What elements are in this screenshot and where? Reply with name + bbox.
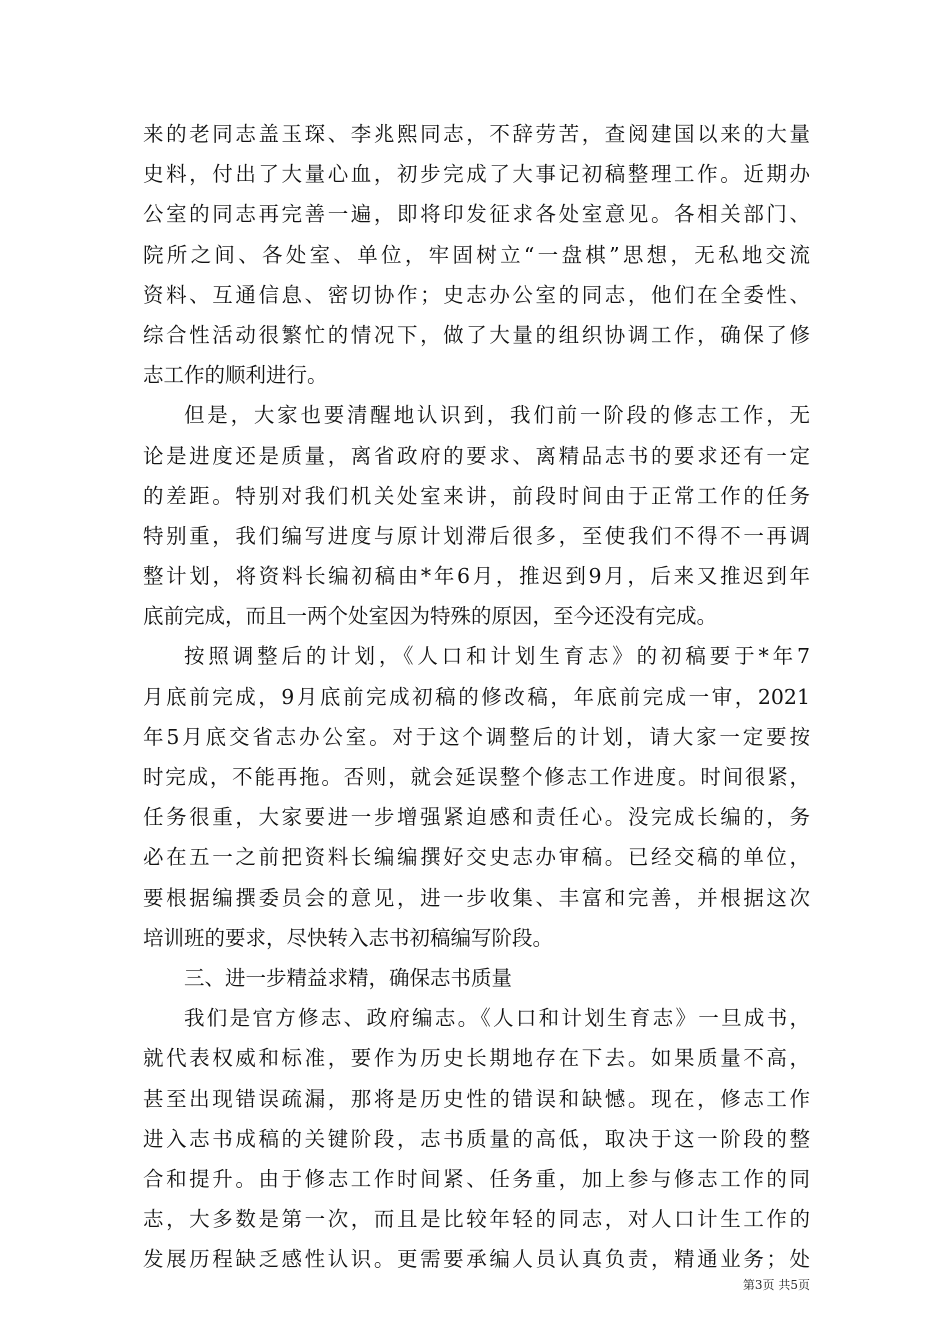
text-line: 我们是官方修志、政府编志。《人口和计划生育志》一旦成书，	[184, 1006, 810, 1031]
text-line: 来的老同志盖玉琛、李兆熙同志，不辞劳苦，查阅建国以来的大量	[143, 122, 810, 146]
text-line: 整计划，将资料长编初稿由*年6月，推迟到9月，后来又推迟到年	[143, 564, 810, 589]
text-line: 要根据编撰委员会的意见，进一步收集、丰富和完善，并根据这次	[143, 885, 810, 910]
text-line: 必在五一之前把资料长编编撰好交史志办审稿。已经交稿的单位，	[143, 845, 810, 870]
text-line: 志，大多数是第一次，而且是比较年轻的同志，对人口计生工作的	[143, 1207, 810, 1232]
text-line: 三、进一步精益求精，确保志书质量	[184, 965, 512, 990]
text-line: 的差距。特别对我们机关处室来讲，前段时间由于正常工作的任务	[143, 483, 810, 508]
text-line: 月底前完成，9月底前完成初稿的修改稿，年底前完成一审，2021	[143, 684, 810, 709]
text-line: 按照调整后的计划，《人口和计划生育志》的初稿要于*年7	[184, 644, 810, 669]
text-line: 时完成，不能再拖。否则，就会延误整个修志工作进度。时间很紧，	[143, 765, 810, 789]
text-line: 史料，付出了大量心血，初步完成了大事记初稿整理工作。近期办	[143, 162, 810, 187]
text-line: 院所之间、各处室、单位，牢固树立“一盘棋”思想，无私地交流	[143, 242, 810, 267]
text-line: 培训班的要求，尽快转入志书初稿编写阶段。	[143, 925, 553, 950]
text-line: 进入志书成稿的关键阶段，志书质量的高低，取决于这一阶段的整	[143, 1126, 810, 1151]
text-line: 公室的同志再完善一遍，即将印发征求各处室意见。各相关部门、	[143, 202, 810, 227]
text-line: 特别重，我们编写进度与原计划滞后很多，至使我们不得不一再调	[143, 523, 810, 548]
text-line: 论是进度还是质量，离省政府的要求、离精品志书的要求还有一定	[143, 443, 810, 468]
text-line: 甚至出现错误疏漏，那将是历史性的错误和缺憾。现在，修志工作	[143, 1086, 810, 1111]
text-line: 任务很重，大家要进一步增强紧迫感和责任心。没完成长编的，务	[143, 805, 810, 830]
text-line: 底前完成，而且一两个处室因为特殊的原因，至今还没有完成。	[143, 604, 717, 629]
text-line: 综合性活动很繁忙的情况下，做了大量的组织协调工作，确保了修	[143, 322, 810, 347]
text-line: 合和提升。由于修志工作时间紧、任务重，加上参与修志工作的同	[143, 1166, 810, 1191]
document-body	[143, 114, 810, 1279]
text-line: 志工作的顺利进行。	[143, 363, 328, 388]
page-number: 第3页 共5页	[742, 1278, 810, 1292]
text-line: 就代表权威和标准，要作为历史长期地存在下去。如果质量不高，	[143, 1046, 810, 1071]
text-line: 年5月底交省志办公室。对于这个调整后的计划，请大家一定要按	[143, 724, 810, 749]
text-line: 发展历程缺乏感性认识。更需要承编人员认真负责，精通业务；处	[143, 1247, 810, 1272]
text-line: 资料、互通信息、密切协作；史志办公室的同志，他们在全委性、	[143, 282, 810, 307]
text-line: 但是，大家也要清醒地认识到，我们前一阶段的修志工作，无	[184, 403, 810, 428]
